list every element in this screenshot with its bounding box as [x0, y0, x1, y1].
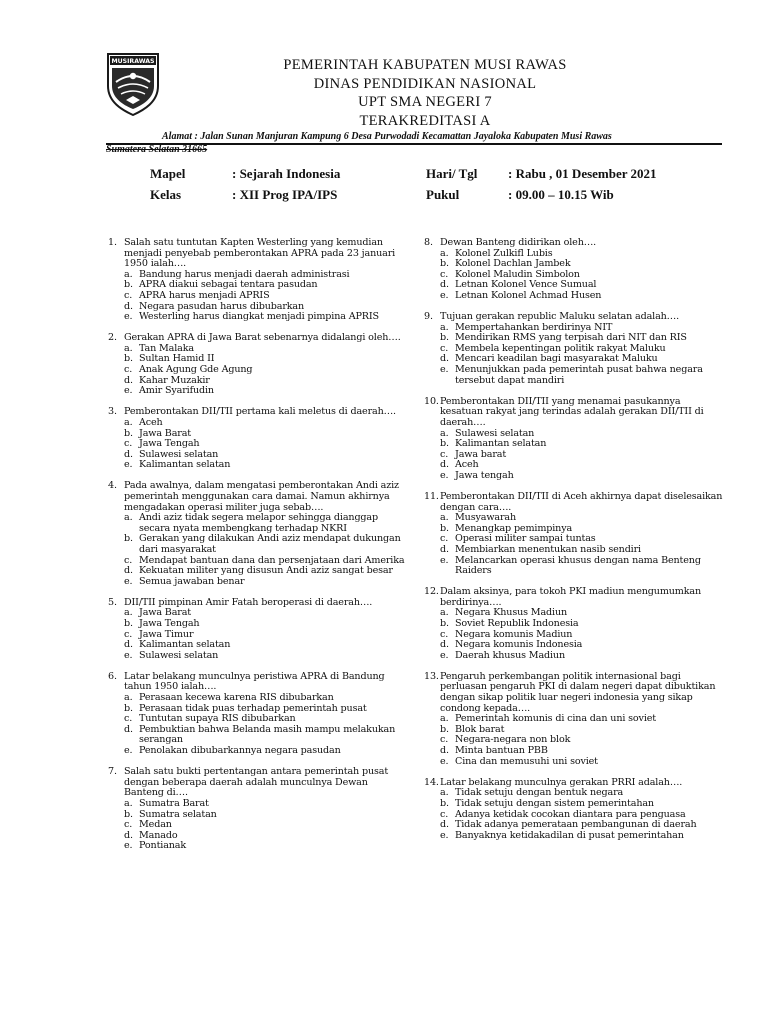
- option-letter: d.: [124, 448, 133, 460]
- answer-option: [124, 619, 408, 630]
- option-letter: b.: [124, 702, 133, 714]
- letterhead-line-2: DINAS PENDIDIKAN NASIONAL: [313, 75, 537, 92]
- option-letter: b.: [440, 618, 449, 629]
- question-stem: [424, 587, 724, 608]
- option-letter: c.: [440, 342, 449, 354]
- address-line-1: Alamat : Jalan Sunan Manjuran Kampung 6 Desa Purwodadi Kecamattan Jayaloka Kabupaten Musi Rawas: [162, 131, 612, 142]
- option-letter: a.: [124, 342, 133, 354]
- option-letter: c.: [440, 734, 449, 746]
- question-number: 3.: [108, 406, 117, 418]
- option-letter: c.: [124, 554, 133, 566]
- answer-option: [440, 799, 724, 810]
- question-item: [108, 672, 408, 757]
- header-divider: [106, 143, 722, 145]
- option-text: Kalimantan selatan: [455, 438, 547, 450]
- option-letter: a.: [440, 607, 449, 619]
- option-text: Anak Agung Gde Agung: [139, 364, 253, 376]
- answer-options: [424, 788, 724, 841]
- option-text: Banyaknya ketidakadilan di pusat pemerintahan: [455, 829, 684, 841]
- option-text: Minta bantuan PBB: [455, 745, 548, 757]
- question-text: Pemberontakan DII/TII di Aceh akhirnya dapat diselesaikan dengan cara….: [440, 490, 723, 513]
- question-item: [424, 397, 724, 482]
- question-number: 7.: [108, 766, 117, 778]
- option-letter: e.: [440, 649, 449, 661]
- answer-option: [440, 291, 724, 302]
- option-text: Sultan Hamid II: [139, 353, 215, 365]
- option-letter: e.: [124, 745, 133, 757]
- option-text: Letnan Kolonel Achmad Husen: [455, 289, 602, 301]
- question-text: Dewan Banteng didirikan oleh….: [440, 237, 597, 248]
- option-text: Jawa tengah: [455, 469, 514, 481]
- option-letter: e.: [124, 575, 133, 587]
- answer-options: [424, 714, 724, 767]
- option-text: Kahar Muzakir: [139, 374, 210, 386]
- option-text: Mendapat bantuan dana dan persenjataan dari Amerika: [139, 554, 405, 566]
- option-text: Sumatra Barat: [139, 797, 209, 809]
- option-letter: d.: [440, 459, 449, 471]
- option-letter: e.: [124, 840, 133, 852]
- answer-options: [108, 513, 408, 587]
- option-text: Jawa Tengah: [139, 618, 200, 629]
- option-letter: d.: [440, 543, 449, 555]
- answer-option: [124, 841, 408, 852]
- question-item: [108, 598, 408, 662]
- option-letter: e.: [124, 649, 133, 661]
- option-text: Kolonel Dachlan Jambek: [455, 258, 571, 270]
- option-text: Manado: [139, 829, 178, 841]
- question-item: [424, 778, 724, 842]
- hari-label: Hari/ Tgl: [426, 166, 478, 181]
- option-letter: b.: [124, 427, 133, 439]
- answer-option: [124, 534, 408, 555]
- option-letter: e.: [440, 829, 449, 841]
- address-line-2: Sumatera Selatan 31665: [106, 144, 208, 155]
- question-text: Dalam aksinya, para tokoh PKI madiun mengumumkan berdirinya….: [440, 586, 702, 608]
- question-number: 2.: [108, 332, 117, 344]
- option-letter: b.: [440, 438, 449, 450]
- answer-option: [440, 757, 724, 768]
- option-text: Menunjukkan pada pemerintah pusat bahwa negara tersebut dapat mandiri: [455, 364, 703, 386]
- answer-option: [124, 418, 408, 429]
- option-text: Pontianak: [139, 840, 187, 852]
- option-text: Mencari keadilan bagi masyarakat Maluku: [455, 353, 658, 365]
- option-text: Menangkap pemimpinya: [455, 522, 573, 534]
- option-text: Kolonel Zulkifl Lubis: [455, 247, 553, 259]
- option-letter: d.: [124, 639, 133, 651]
- question-text: Gerakan APRA di Jawa Barat sebenarnya didalangi oleh….: [124, 332, 401, 344]
- pukul-label: Pukul: [426, 187, 460, 202]
- option-text: Tidak setuju dengan sistem pemerintahan: [455, 797, 654, 809]
- option-text: Tan Malaka: [139, 342, 194, 354]
- question-item: [424, 587, 724, 661]
- option-letter: d.: [440, 745, 449, 757]
- option-letter: a.: [440, 321, 449, 333]
- option-letter: d.: [124, 300, 133, 312]
- option-letter: a.: [440, 713, 449, 725]
- question-number: 12.: [424, 586, 439, 598]
- letterhead-line-3: UPT SMA NEGERI 7: [358, 94, 492, 110]
- option-text: Membiarkan menentukan nasib sendiri: [455, 543, 641, 555]
- option-text: Kolonel Maludin Simbolon: [455, 268, 580, 280]
- logo-text: MUSIRAWAS: [111, 58, 155, 65]
- option-letter: b.: [440, 258, 449, 270]
- option-letter: c.: [124, 628, 133, 640]
- option-letter: c.: [124, 713, 133, 725]
- option-text: Negara Khusus Madiun: [455, 607, 567, 619]
- question-number: 9.: [424, 311, 433, 323]
- questions-column-left: [108, 238, 408, 862]
- option-text: Soviet Republik Indonesia: [455, 618, 579, 629]
- answer-option: [440, 556, 724, 577]
- question-number: 10.: [424, 395, 439, 407]
- option-text: Tidak setuju dengan bentuk negara: [455, 787, 624, 799]
- answer-option: [440, 831, 724, 842]
- option-text: Sumatra selatan: [139, 808, 217, 820]
- option-letter: a.: [124, 797, 133, 809]
- option-letter: d.: [440, 639, 449, 651]
- question-number: 8.: [424, 237, 433, 248]
- question-number: 5.: [108, 596, 117, 608]
- option-text: Jawa Tengah: [139, 438, 200, 450]
- option-text: Gerakan yang dilakukan Andi aziz mendapat dukungan dari masyarakat: [139, 533, 401, 555]
- option-text: Jawa Barat: [139, 607, 191, 619]
- hari-row: [426, 166, 657, 182]
- option-letter: a.: [124, 512, 133, 524]
- option-text: Operasi militer sampai tuntas: [455, 533, 596, 545]
- option-letter: c.: [440, 628, 449, 640]
- question-number: 13.: [424, 670, 439, 682]
- option-letter: b.: [440, 723, 449, 735]
- option-text: Andi aziz tidak segera melapor sehingga dianggap secara nyata membengkang terhadap NKRI: [139, 512, 378, 534]
- answer-option: [440, 365, 724, 386]
- answer-option: [440, 450, 724, 461]
- answer-option: [124, 513, 408, 534]
- option-text: Kekuatan militer yang disusun Andi aziz sangat besar: [139, 565, 393, 577]
- option-letter: a.: [440, 512, 449, 524]
- option-text: Musyawarah: [455, 512, 516, 524]
- letterhead: [170, 56, 680, 130]
- option-text: Semua jawaban benar: [139, 575, 245, 587]
- question-text: Pada awalnya, dalam mengatasi pemberontakan Andi aziz pemerintah menggunakan cara damai. Namun akhirnya mengadakan operasi militer juga sebab….: [124, 480, 399, 513]
- answer-options: [108, 799, 408, 852]
- question-item: [108, 238, 408, 323]
- question-number: 4.: [108, 480, 117, 492]
- option-letter: c.: [440, 448, 449, 460]
- option-letter: c.: [124, 819, 133, 831]
- kelas-row: [150, 187, 337, 203]
- question-text: Salah satu bukti pertentangan antara pemerintah pusat dengan beberapa daerah adalah munculnya Dewan Banteng di….: [124, 766, 389, 799]
- question-number: 1.: [108, 237, 117, 248]
- option-text: APRA harus menjadi APRIS: [139, 289, 270, 301]
- option-text: Pemerintah komunis di cina dan uni soviet: [455, 713, 656, 725]
- answer-option: [124, 651, 408, 662]
- option-letter: d.: [440, 819, 449, 831]
- hari-value: : Rabu , 01 Desember 2021: [508, 166, 657, 181]
- option-text: Adanya ketidak cocokan diantara para penguasa: [455, 808, 686, 820]
- option-letter: d.: [124, 565, 133, 577]
- option-text: Perasaan tidak puas terhadap pemerintah pusat: [139, 702, 367, 714]
- option-letter: c.: [124, 289, 133, 301]
- option-text: Cina dan memusuhi uni soviet: [455, 755, 598, 767]
- option-text: Sulawesi selatan: [139, 649, 219, 661]
- option-text: Letnan Kolonel Vence Sumual: [455, 279, 597, 291]
- answer-option: [440, 619, 724, 630]
- question-stem: [424, 492, 724, 513]
- answer-option: [124, 291, 408, 302]
- option-letter: e.: [124, 385, 133, 397]
- option-text: Aceh: [455, 459, 479, 471]
- option-letter: c.: [124, 438, 133, 450]
- answer-options: [424, 608, 724, 661]
- question-text: Tujuan gerakan republic Maluku selatan adalah….: [440, 311, 680, 323]
- option-text: Negara komunis Madiun: [455, 628, 573, 640]
- option-letter: e.: [440, 755, 449, 767]
- question-text: Latar belakang munculnya gerakan PRRI adalah….: [440, 776, 683, 788]
- answer-option: [440, 651, 724, 662]
- questions-column-right: [424, 238, 724, 852]
- option-text: Sulawesi selatan: [455, 427, 535, 439]
- answer-options: [108, 418, 408, 471]
- option-letter: d.: [124, 374, 133, 386]
- question-stem: [424, 672, 724, 714]
- option-text: Aceh: [139, 416, 163, 428]
- option-letter: c.: [440, 533, 449, 545]
- option-letter: a.: [440, 787, 449, 799]
- mapel-row: [150, 166, 340, 182]
- pukul-value: : 09.00 – 10.15 Wib: [508, 187, 614, 202]
- question-text: Salah satu tuntutan Kapten Westerling yang kemudian menjadi penyebab pemberontakan APRA pada 23 januari 1950 ialah….: [124, 237, 396, 270]
- mapel-label: Mapel: [150, 166, 186, 181]
- answer-option: [124, 725, 408, 746]
- answer-option: [124, 312, 408, 323]
- option-letter: e.: [440, 289, 449, 301]
- option-text: Jawa Timur: [139, 628, 194, 640]
- option-text: Blok barat: [455, 723, 505, 735]
- question-item: [108, 407, 408, 471]
- answer-options: [108, 608, 408, 661]
- option-text: Penolakan dibubarkannya negara pasudan: [139, 745, 341, 757]
- question-stem: [424, 397, 724, 429]
- answer-options: [424, 429, 724, 482]
- option-letter: d.: [124, 829, 133, 841]
- question-stem: [108, 672, 408, 693]
- question-number: 6.: [108, 670, 117, 682]
- option-letter: c.: [124, 364, 133, 376]
- mapel-value: : Sejarah Indonesia: [232, 166, 341, 181]
- option-text: Jawa barat: [455, 448, 507, 460]
- question-stem: [424, 238, 724, 249]
- option-letter: b.: [440, 522, 449, 534]
- option-text: Pembuktian bahwa Belanda masih mampu melakukan serangan: [139, 723, 396, 746]
- answer-options: [108, 693, 408, 757]
- option-letter: e.: [124, 459, 133, 471]
- answer-options: [108, 344, 408, 397]
- option-letter: e.: [440, 554, 449, 566]
- answer-option: [440, 545, 724, 556]
- question-item: [108, 767, 408, 852]
- option-letter: b.: [124, 533, 133, 545]
- kelas-value: : XII Prog IPA/IPS: [232, 187, 338, 202]
- option-letter: e.: [124, 311, 133, 323]
- question-text: Pengaruh perkembangan politik internasional bagi perluasan pengaruh PKI di dalam negeri dapat dibuktikan dengan sikap politik luar negeri indonesia yang sikap condong kepada….: [440, 670, 716, 714]
- option-letter: a.: [124, 692, 133, 704]
- answer-options: [108, 270, 408, 323]
- option-letter: c.: [440, 268, 449, 280]
- question-stem: [108, 238, 408, 270]
- option-text: Kalimantan selatan: [139, 639, 231, 651]
- option-text: Kalimantan selatan: [139, 459, 231, 471]
- question-stem: [108, 767, 408, 799]
- question-item: [108, 481, 408, 587]
- question-item: [424, 492, 724, 577]
- answer-options: [424, 513, 724, 577]
- answer-options: [424, 323, 724, 387]
- question-number: 14.: [424, 776, 439, 788]
- option-letter: a.: [440, 427, 449, 439]
- option-letter: e.: [440, 364, 449, 376]
- question-text: Latar belakang munculnya peristiwa APRA di Bandung tahun 1950 ialah….: [124, 670, 385, 693]
- option-text: Negara-negara non blok: [455, 734, 571, 746]
- option-letter: a.: [124, 416, 133, 428]
- question-item: [424, 238, 724, 302]
- option-text: Tidak adanya pemerataan pembangunan di daerah: [455, 819, 697, 831]
- answer-option: [124, 746, 408, 757]
- question-text: Pemberontakan DII/TII yang menamai pasukannya kesatuan rakyat jang terindas adalah gerakan DII/TII di daerah….: [440, 395, 704, 428]
- question-text: DII/TII pimpinan Amir Fatah beroperasi di daerah….: [124, 596, 373, 608]
- option-letter: d.: [124, 723, 133, 735]
- option-letter: a.: [124, 268, 133, 280]
- option-letter: b.: [124, 808, 133, 820]
- option-letter: b.: [124, 618, 133, 629]
- option-text: Negara komunis Indonesia: [455, 639, 583, 651]
- option-letter: c.: [440, 808, 449, 820]
- question-item: [424, 672, 724, 767]
- answer-option: [124, 799, 408, 810]
- option-letter: a.: [440, 247, 449, 259]
- option-text: Negara pasudan harus dibubarkan: [139, 300, 305, 312]
- option-text: Jawa Barat: [139, 427, 191, 439]
- option-letter: d.: [440, 353, 449, 365]
- option-letter: e.: [440, 469, 449, 481]
- question-number: 11.: [424, 490, 439, 502]
- option-text: Medan: [139, 819, 172, 831]
- answer-option: [440, 471, 724, 482]
- option-text: Perasaan kecewa karena RIS dibubarkan: [139, 692, 334, 704]
- musirawas-emblem-icon: [104, 52, 162, 116]
- answer-option: [124, 577, 408, 588]
- option-text: Bandung harus menjadi daerah administrasi: [139, 268, 350, 280]
- letterhead-line-4: TERAKREDITASI A: [359, 112, 491, 129]
- option-text: Sulawesi selatan: [139, 448, 219, 460]
- option-letter: b.: [440, 332, 449, 344]
- kelas-label: Kelas: [150, 187, 182, 202]
- option-text: Daerah khusus Madiun: [455, 649, 565, 661]
- option-text: Amir Syarifudin: [139, 385, 214, 397]
- option-letter: b.: [440, 797, 449, 809]
- option-text: Mempertahankan berdirinya NIT: [455, 321, 613, 333]
- answer-option: [124, 386, 408, 397]
- pukul-row: [426, 187, 614, 203]
- question-text: Pemberontakan DII/TII pertama kali meletus di daerah….: [124, 406, 396, 418]
- option-text: Membela kepentingan politik rakyat Maluku: [455, 342, 666, 354]
- option-text: Tuntutan supaya RIS dibubarkan: [139, 713, 296, 725]
- question-stem: [108, 481, 408, 513]
- option-text: APRA diakui sebagai tentara pasudan: [139, 279, 318, 291]
- option-letter: b.: [124, 279, 133, 291]
- option-text: Westerling harus diangkat menjadi pimpina APRIS: [139, 311, 379, 323]
- answer-options: [424, 249, 724, 302]
- letterhead-line-1: PEMERINTAH KABUPATEN MUSI RAWAS: [283, 57, 567, 73]
- question-item: [424, 312, 724, 386]
- option-letter: a.: [124, 607, 133, 619]
- option-letter: d.: [440, 279, 449, 291]
- option-letter: b.: [124, 353, 133, 365]
- option-text: Mendirikan RMS yang terpisah dari NIT dan RIS: [455, 332, 687, 344]
- option-text: Melancarkan operasi khusus dengan nama Benteng Raiders: [455, 554, 701, 577]
- question-item: [108, 333, 408, 397]
- answer-option: [124, 460, 408, 471]
